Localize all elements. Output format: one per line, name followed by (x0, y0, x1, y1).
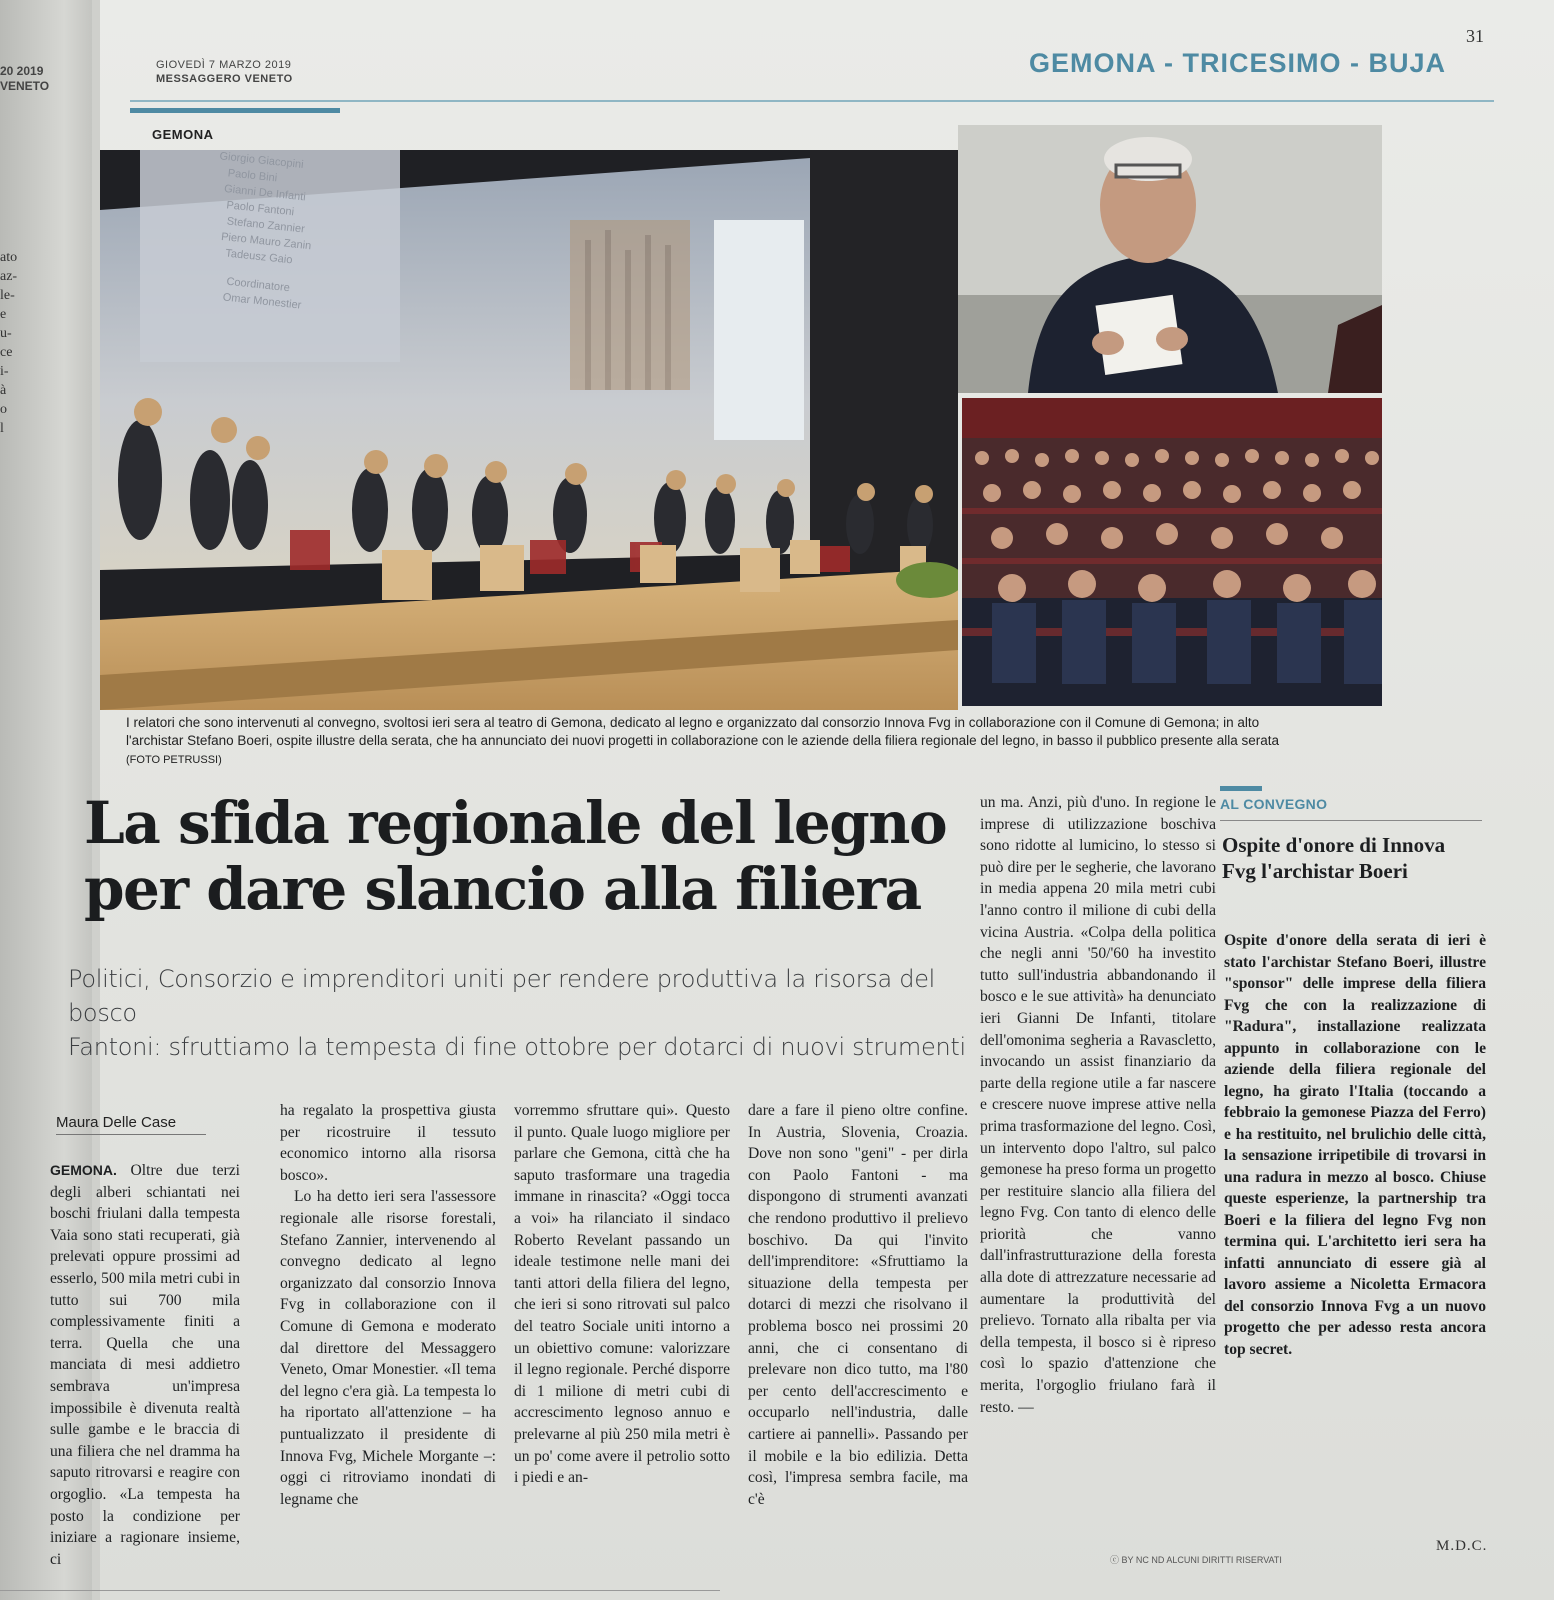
forest-projection (570, 220, 690, 390)
text-fragment: l (0, 421, 4, 436)
previous-page-date: 20 2019 (0, 64, 44, 78)
article-column-1 (50, 1160, 240, 1570)
section-label: GEMONA (152, 127, 214, 142)
newspaper-page (50, 0, 1554, 1600)
header-rule (130, 100, 1494, 102)
previous-page-paper: VENETO (0, 79, 50, 93)
text-fragment: e (0, 307, 7, 322)
sidebar-label: AL CONVEGNO (1220, 796, 1328, 812)
text-fragment: ato (0, 250, 18, 265)
sidebar-divider (1220, 820, 1482, 821)
column-text: vorremmo sfruttare qui». Questo il punto. Quale luogo migliore per parlare che Gemona, città che ha saputo trasformare una tragedia immane in rinascita? «Oggi tocca a voi» ha rilanciato il sindaco Roberto Revelant passando un ideale testimone nelle mani dei tanti attori della filiera del legno, che ieri si sono ritrovati sul palco del teatro Sociale uniti intorno a un obiettivo comune: valorizzare il legno regionale. Perché disporre di 1 milione di metri cubi di accrescimento legnoso annuo e prelevarne al più 250 mila metri è un po' come avere il petrolio sotto i piedi e an- (514, 1102, 730, 1487)
previous-page-header (0, 64, 49, 94)
issue-date: GIOVEDÌ 7 MARZO 2019 (156, 59, 292, 71)
sidebar-accent-bar (1220, 786, 1262, 791)
text-fragment: le- (0, 288, 15, 303)
stage-photo (100, 150, 958, 710)
screen-text: Coordinatore (225, 275, 291, 295)
screen-text: Tadeusz Gaio (224, 247, 293, 267)
subheadline (68, 962, 998, 1064)
license-note (1110, 1553, 1282, 1566)
sidebar-title: Ospite d'onore di Innova Fvg l'archistar Boeri (1222, 833, 1446, 883)
column-text: dare a fare il pieno oltre confine. In Austria, Slovenia, Croazia. Dove non sono "geni" - per dirla con Paolo Fantoni - ma dispongono di strumenti avanzati che rendono produttivo il prelievo boschivo. Da qui l'invito dell'imprenditore: «Sfruttiamo la situazione della tempesta per dotarci di mezzi che risolvano il problema bosco nei prossimi 20 anni, che ci consentano di prelevare non dico tutto, ma l'80 per cento dell'accrescimento e occuparlo nell'industria, dalle cartiere ai pannelli». Passando per il mobile e la bio edilizia. Detta così, l'impresa sembra facile, ma c'è (748, 1102, 968, 1508)
screen-text: Paolo Fantoni (225, 199, 295, 219)
headline-line: per dare slancio alla filiera (84, 855, 921, 923)
column-text: Lo ha detto ieri sera l'assessore regionale alle risorse forestali, Stefano Zannier, intervenendo al convegno dedicato al legno organizzato dal consorzio Innova Fvg in collaborazione con il Comune di Gemona e moderato dal direttore del Messaggero Veneto, Omar Monestier. «Il tema del legno c'era già. La tempesta lo ha riportato all'attenzione – ha puntualizzato il presidente di Innova Fvg, Michele Morgante –: oggi ci ritroviamo inondati di legname che (280, 1188, 496, 1508)
caption-text: I relatori che sono intervenuti al convegno, svoltosi ieri sera al teatro di Gemona, dedicato al legno e organizzato dal consorzio Innova Fvg in collaborazione con il Comune di Gemona; in alto l'archistar Stefano Boeri, ospite illustre della serata, che ha annunciato dei nuovi progetti in collaborazione con le aziende della filiera regionale del legno, in basso il pubblico presente alla serata (126, 715, 1280, 748)
sidebar-text: Ospite d'onore della serata di ieri è stato l'archistar Stefano Boeri, illustre "sponsor" delle imprese della filiera Fvg che con la realizzazione di "Radura", installazione realizzata appunto in collaborazione con le aziende della filiera regionale del legno, ha girato l'Italia (toccando a febbraio la gemonese Piazza del Ferro) e ha restituito, nel brulichio delle città, la sensazione irripetibile di trovarsi in una radura in mezzo al bosco. Chiuse queste esperienze, la partnership tra Boeri e la filiera del legno Fvg non termina qui. L'architetto ieri sera ha infatti annunciato di essere già al lavoro assieme a Nicoletta Ermacora del consorzio Innova Fvg a un nuovo progetto che per adesso resta ancora top secret. (1224, 932, 1486, 1358)
paper-name: MESSAGGERO VENETO (156, 73, 293, 85)
sidebar-signature: M.D.C. (1436, 1538, 1488, 1554)
bottom-rule (0, 1590, 720, 1591)
header-accent-bar (130, 108, 340, 113)
audience-photo (962, 398, 1382, 706)
column-text: Oltre due terzi degli alberi schiantati nei boschi friulani dalla tempesta Vaia sono stati recuperati, già prelevati oppure prossimi ad esserlo, 500 mila metri cubi in tutto sui 700 mila complessivamente finiti a terra. Quella che una manciata di mesi addietro sembrava un'impresa impossibile è divenuta realtà sulle gambe e le braccia di una filiera che nel dramma ha saputo ritrovarsi e reagire con orgoglio. «La tempesta ha posto la condizione per iniziare a ragionare insieme, ci (50, 1162, 240, 1568)
photo-caption (126, 714, 1316, 769)
screen-text: Piero Mauro Zanin (220, 230, 312, 253)
previous-page-text-fragments (0, 248, 17, 438)
headline (84, 790, 984, 922)
screen-text: Paolo Bini (227, 167, 278, 185)
column-text: ha regalato la prospettiva giusta per ricostruire il tessuto economico intorno alla risorsa bosco». (280, 1102, 496, 1184)
section-title: GEMONA - TRICESIMO - BUJA (1028, 48, 1446, 78)
article-column-5 (980, 792, 1216, 1418)
page-number: 31 (1466, 26, 1484, 46)
text-fragment: à (0, 383, 7, 398)
text-fragment: i- (0, 364, 9, 379)
license-text: BY NC ND ALCUNI DIRITTI RISERVATI (1121, 1555, 1282, 1565)
screen-text: Stefano Zannier (226, 215, 306, 236)
column-text: un ma. Anzi, più d'uno. In regione le imprese di utilizzazione boschiva sono ridotte al lumicino, lo stesso si può dire per le segherie, che lavorano in media appena 20 mila metri cubi l'anno contro il milione di cubi della vicina Austria. «Colpa della politica che negli anni '50/'60 ha investito tutto sull'industria abbandonando il bosco e le sue attività» ha denunciato ieri Gianni De Infanti, titolare dell'omonima segheria a Ravascletto, invocando un assist finanziario da parte della regione utile a far nascere e crescere nuove imprese attive nella prima trasformazione del legno. Così, un intervento dopo l'altro, sul palco gemonese ha preso forma un progetto per restituire slancio alla filiera del legno Fvg. Con tanto di elenco delle priorità che vanno dall'infrastrutturazione della foresta alla dote di attrezzature necessarie ad aumentare la produttività del prelievo. Tornato alla ribalta per via della tempesta, il bosco si è ripreso così lo spazio d'attenzione che merita, l'orgoglio friulano farà il resto. — (980, 794, 1216, 1416)
subheadline-line: Politici, Consorzio e imprenditori uniti per rendere produttiva la risorsa del bosco (68, 965, 936, 1027)
article-column-3 (514, 1100, 730, 1489)
cc-icon: ⓒ (1110, 1555, 1122, 1565)
text-fragment: ce (0, 345, 13, 360)
masthead-info (156, 58, 293, 86)
article-column-2 (280, 1100, 496, 1510)
byline: Maura Delle Case (56, 1114, 206, 1135)
text-fragment: o (0, 402, 7, 417)
photo-credit: (FOTO PETRUSSI) (126, 754, 222, 766)
subheadline-line: Fantoni: sfruttiamo la tempesta di fine ottobre per dotarci di nuovi strumenti (68, 1033, 966, 1061)
boeri-portrait-photo (958, 125, 1382, 393)
screen-text: Gianni De Infanti (223, 182, 307, 204)
screen-text: Omar Monestier (222, 291, 302, 312)
screen-text: Giorgio Giacopini (218, 150, 305, 172)
dateline: GEMONA. (50, 1162, 117, 1178)
headline-line: La sfida regionale del legno (84, 789, 947, 857)
text-fragment: az- (0, 269, 18, 284)
text-fragment: u- (0, 326, 12, 341)
article-column-4 (748, 1100, 968, 1510)
